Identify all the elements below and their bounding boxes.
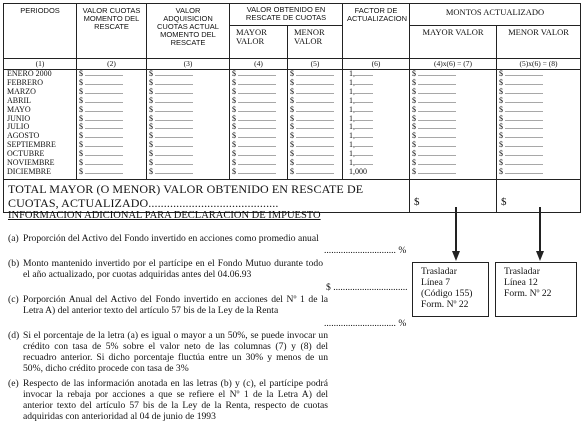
blank-amount: $ ................... xyxy=(499,131,544,141)
item-e xyxy=(8,378,388,422)
factor-value: 1,......... xyxy=(349,158,374,168)
blank-amount: $ ................... xyxy=(149,166,193,176)
blank-amount: $ ................... xyxy=(412,122,457,132)
blank-amount: $ ................... xyxy=(499,104,544,114)
total-dollar-8: $ xyxy=(497,180,581,213)
blank-amount: $ ................... xyxy=(232,158,276,168)
blank-amount: $ ................... xyxy=(412,95,457,105)
header-factor: FACTOR DE ACTUALIZACION xyxy=(343,4,410,59)
blank-amount: $ ................... xyxy=(499,95,544,105)
blank-amount: $ ................... xyxy=(79,104,123,114)
box-line: Form. Nº 22 xyxy=(421,299,469,310)
fill-c: .............................. % xyxy=(324,318,407,329)
blank-amount: $ ................... xyxy=(290,95,334,105)
item-label: (b) xyxy=(8,258,20,269)
blank-amount: $ ................... xyxy=(499,86,544,96)
blank-amount: $ ................... xyxy=(290,122,334,132)
item-label: (a) xyxy=(8,233,19,244)
blank-amount: $ ................... xyxy=(149,140,193,150)
total-label: TOTAL MAYOR (O MENOR) VALOR OBTENIDO EN RESCATE DE CUOTAS, ACTUALIZADO.......................................... xyxy=(4,180,410,213)
total-dollar-7: $ xyxy=(410,180,497,213)
colnum-2: (2) xyxy=(77,59,147,70)
blank-amount: $ ................... xyxy=(79,95,123,105)
month-label: JULIO xyxy=(7,122,30,132)
header-montos: MONTOS ACTUALIZADO xyxy=(410,4,581,26)
blank-amount: $ ................... xyxy=(499,149,544,159)
blank-amount: $ ................... xyxy=(499,113,544,123)
col4-entries xyxy=(230,70,288,180)
header-menor-valor: MENOR VALOR xyxy=(288,26,343,59)
item-text: Porporción Anual del Activo del Fondo invertido en acciones del Nº 1 de la Letra A) del anterior texto del artículo 57 bis de la Ley de la Renta xyxy=(23,294,328,316)
info-title: INFORMACION ADICIONAL PARA DECLARACION DE IMPUESTO xyxy=(8,210,321,221)
blank-amount: $ ................... xyxy=(149,77,193,87)
trasladar-box-8 xyxy=(495,262,577,317)
trasladar-box-7 xyxy=(412,262,489,317)
month-label: OCTUBRE xyxy=(7,149,45,159)
blank-amount: $ ................... xyxy=(149,86,193,96)
box-line: Línea 7 xyxy=(421,277,451,288)
blank-amount: $ ................... xyxy=(232,122,276,132)
factor-value: 1,......... xyxy=(349,104,374,114)
blank-amount: $ ................... xyxy=(79,122,123,132)
item-text: Respecto de las información anotada en las letras (b) y (c), el partícipe podrá invocar la rebaja por acciones a que se refiere el Nº 1 de la Letra A) del anterior texto del artículo 57 bis de la Ley de la Renta, respecto de cuotas adquiridas con anterioridad al 04 de junio de 1993 xyxy=(23,378,328,422)
item-a xyxy=(8,233,388,244)
colnum-7: (4)x(6) = (7) xyxy=(410,59,497,70)
item-c xyxy=(8,294,388,316)
blank-amount: $ ................... xyxy=(232,77,276,87)
blank-amount: $ ................... xyxy=(290,158,334,168)
month-label: FEBRERO xyxy=(7,77,44,87)
blank-amount: $ ................... xyxy=(232,95,276,105)
factor-value: 1,......... xyxy=(349,140,374,150)
factor-value: 1,......... xyxy=(349,122,374,132)
col7-entries xyxy=(410,70,497,180)
header-periodos: PERIODOS xyxy=(4,4,77,59)
fill-b: $ ............................... xyxy=(326,282,408,293)
month-label: DICIEMBRE xyxy=(7,166,51,176)
colnum-8: (5)x(6) = (8) xyxy=(497,59,581,70)
blank-amount: $ ................... xyxy=(499,122,544,132)
blank-amount: $ ................... xyxy=(499,69,544,78)
arrow-line-7 xyxy=(455,207,457,252)
arrow-head-7 xyxy=(452,251,460,261)
blank-amount: $ ................... xyxy=(290,104,334,114)
month-label: NOVIEMBRE xyxy=(7,158,55,168)
blank-amount: $ ................... xyxy=(79,149,123,159)
item-text: Proporción del Activo del Fondo invertido en acciones como promedio anual xyxy=(23,233,319,244)
blank-amount: $ ................... xyxy=(499,166,544,176)
blank-amount: $ ................... xyxy=(412,158,457,168)
item-b xyxy=(8,258,388,280)
month-label: MAYO xyxy=(7,104,31,114)
col2-entries xyxy=(77,70,147,180)
header-mayor-valor: MAYOR VALOR xyxy=(230,26,288,59)
factor-value: 1,......... xyxy=(349,77,374,87)
colnum-6: (6) xyxy=(343,59,410,70)
month-label: ENERO 2000 xyxy=(7,69,52,78)
month-label: AGOSTO xyxy=(7,131,40,141)
blank-amount: $ ................... xyxy=(232,131,276,141)
blank-amount: $ ................... xyxy=(412,149,457,159)
factor-value: 1,000 xyxy=(349,166,368,176)
blank-amount: $ ................... xyxy=(412,69,457,78)
blank-amount: $ ................... xyxy=(149,158,193,168)
col8-entries xyxy=(497,70,581,180)
factor-value: 1,......... xyxy=(349,113,374,123)
blank-amount: $ ................... xyxy=(412,113,457,123)
month-label: SEPTIEMBRE xyxy=(7,140,56,150)
blank-amount: $ ................... xyxy=(290,149,334,159)
blank-amount: $ ................... xyxy=(79,166,123,176)
item-text: Monto mantenido invertido por el partícipe en el Fondo Mutuo durante todo el año actualizado, por cuotas adquiridas antes del 04.06.93 xyxy=(23,258,323,280)
rescue-table xyxy=(3,3,581,213)
blank-amount: $ ................... xyxy=(79,131,123,141)
blank-amount: $ ................... xyxy=(232,149,276,159)
item-label: (e) xyxy=(8,378,19,389)
blank-amount: $ ................... xyxy=(149,131,193,141)
blank-amount: $ ................... xyxy=(232,104,276,114)
colnum-1: (1) xyxy=(4,59,77,70)
arrow-head-8 xyxy=(536,251,544,261)
arrow-line-8 xyxy=(539,207,541,252)
blank-amount: $ ................... xyxy=(79,140,123,150)
item-text: Si el porcentaje de la letra (a) es igual o mayor a un 50%, se puede invocar un crédito con tasa de 5% sobre el valor neto de las columnas (7) y (8) del recuadro anterior. Si dicho porcentaje fluctúa entre un 30% y menos de un 50%, dicho crédito procede con tasa de 3% xyxy=(23,330,328,374)
box-line: Trasladar xyxy=(504,266,540,277)
blank-amount: $ ................... xyxy=(499,158,544,168)
blank-amount: $ ................... xyxy=(290,113,334,123)
blank-amount: $ ................... xyxy=(232,140,276,150)
blank-amount: $ ................... xyxy=(412,77,457,87)
blank-amount: $ ................... xyxy=(149,69,193,78)
blank-amount: $ ................... xyxy=(149,149,193,159)
blank-amount: $ ................... xyxy=(412,131,457,141)
header-mayor-valor-2: MAYOR VALOR xyxy=(410,26,497,59)
colnum-4: (4) xyxy=(230,59,288,70)
colnum-3: (3) xyxy=(147,59,230,70)
blank-amount: $ ................... xyxy=(412,104,457,114)
blank-amount: $ ................... xyxy=(232,69,276,78)
item-label: (c) xyxy=(8,294,19,305)
factor-value: 1,......... xyxy=(349,69,374,78)
month-label: MARZO xyxy=(7,86,36,96)
blank-amount: $ ................... xyxy=(412,86,457,96)
box-line: Trasladar xyxy=(421,266,457,277)
blank-amount: $ ................... xyxy=(499,140,544,150)
blank-amount: $ ................... xyxy=(79,77,123,87)
factor-column xyxy=(343,70,410,180)
blank-amount: $ ................... xyxy=(290,77,334,87)
blank-amount: $ ................... xyxy=(290,131,334,141)
blank-amount: $ ................... xyxy=(79,86,123,96)
factor-value: 1,......... xyxy=(349,86,374,96)
col3-entries xyxy=(147,70,230,180)
blank-amount: $ ................... xyxy=(149,95,193,105)
month-label: JUNIO xyxy=(7,113,31,123)
factor-value: 1,......... xyxy=(349,149,374,159)
blank-amount: $ ................... xyxy=(412,166,457,176)
box-line: Form. Nº 22 xyxy=(504,288,552,299)
header-valor-obtenido: VALOR OBTENIDO EN RESCATE DE CUOTAS xyxy=(230,4,343,26)
blank-amount: $ ................... xyxy=(232,166,276,176)
item-d xyxy=(8,330,388,374)
blank-amount: $ ................... xyxy=(290,69,334,78)
blank-amount: $ ................... xyxy=(290,166,334,176)
blank-amount: $ ................... xyxy=(79,69,123,78)
fill-a: .............................. % xyxy=(324,245,407,256)
blank-amount: $ ................... xyxy=(79,113,123,123)
blank-amount: $ ................... xyxy=(412,140,457,150)
blank-amount: $ ................... xyxy=(499,77,544,87)
item-label: (d) xyxy=(8,330,20,341)
blank-amount: $ ................... xyxy=(149,113,193,123)
factor-value: 1,......... xyxy=(349,95,374,105)
blank-amount: $ ................... xyxy=(149,104,193,114)
blank-amount: $ ................... xyxy=(79,158,123,168)
month-label: ABRIL xyxy=(7,95,31,105)
header-valor-cuotas: VALOR CUOTAS MOMENTO DEL RESCATE xyxy=(77,4,147,59)
col5-entries xyxy=(288,70,343,180)
box-line: (Código 155) xyxy=(421,288,473,299)
months-column xyxy=(4,70,77,180)
colnum-5: (5) xyxy=(288,59,343,70)
factor-value: 1,......... xyxy=(349,131,374,141)
header-valor-adquisicion: VALOR ADQUISICION CUOTAS ACTUAL MOMENTO DEL RESCATE xyxy=(147,4,230,59)
blank-amount: $ ................... xyxy=(290,86,334,96)
blank-amount: $ ................... xyxy=(290,140,334,150)
box-line: Línea 12 xyxy=(504,277,538,288)
blank-amount: $ ................... xyxy=(149,122,193,132)
header-menor-valor-2: MENOR VALOR xyxy=(497,26,581,59)
blank-amount: $ ................... xyxy=(232,113,276,123)
blank-amount: $ ................... xyxy=(232,86,276,96)
